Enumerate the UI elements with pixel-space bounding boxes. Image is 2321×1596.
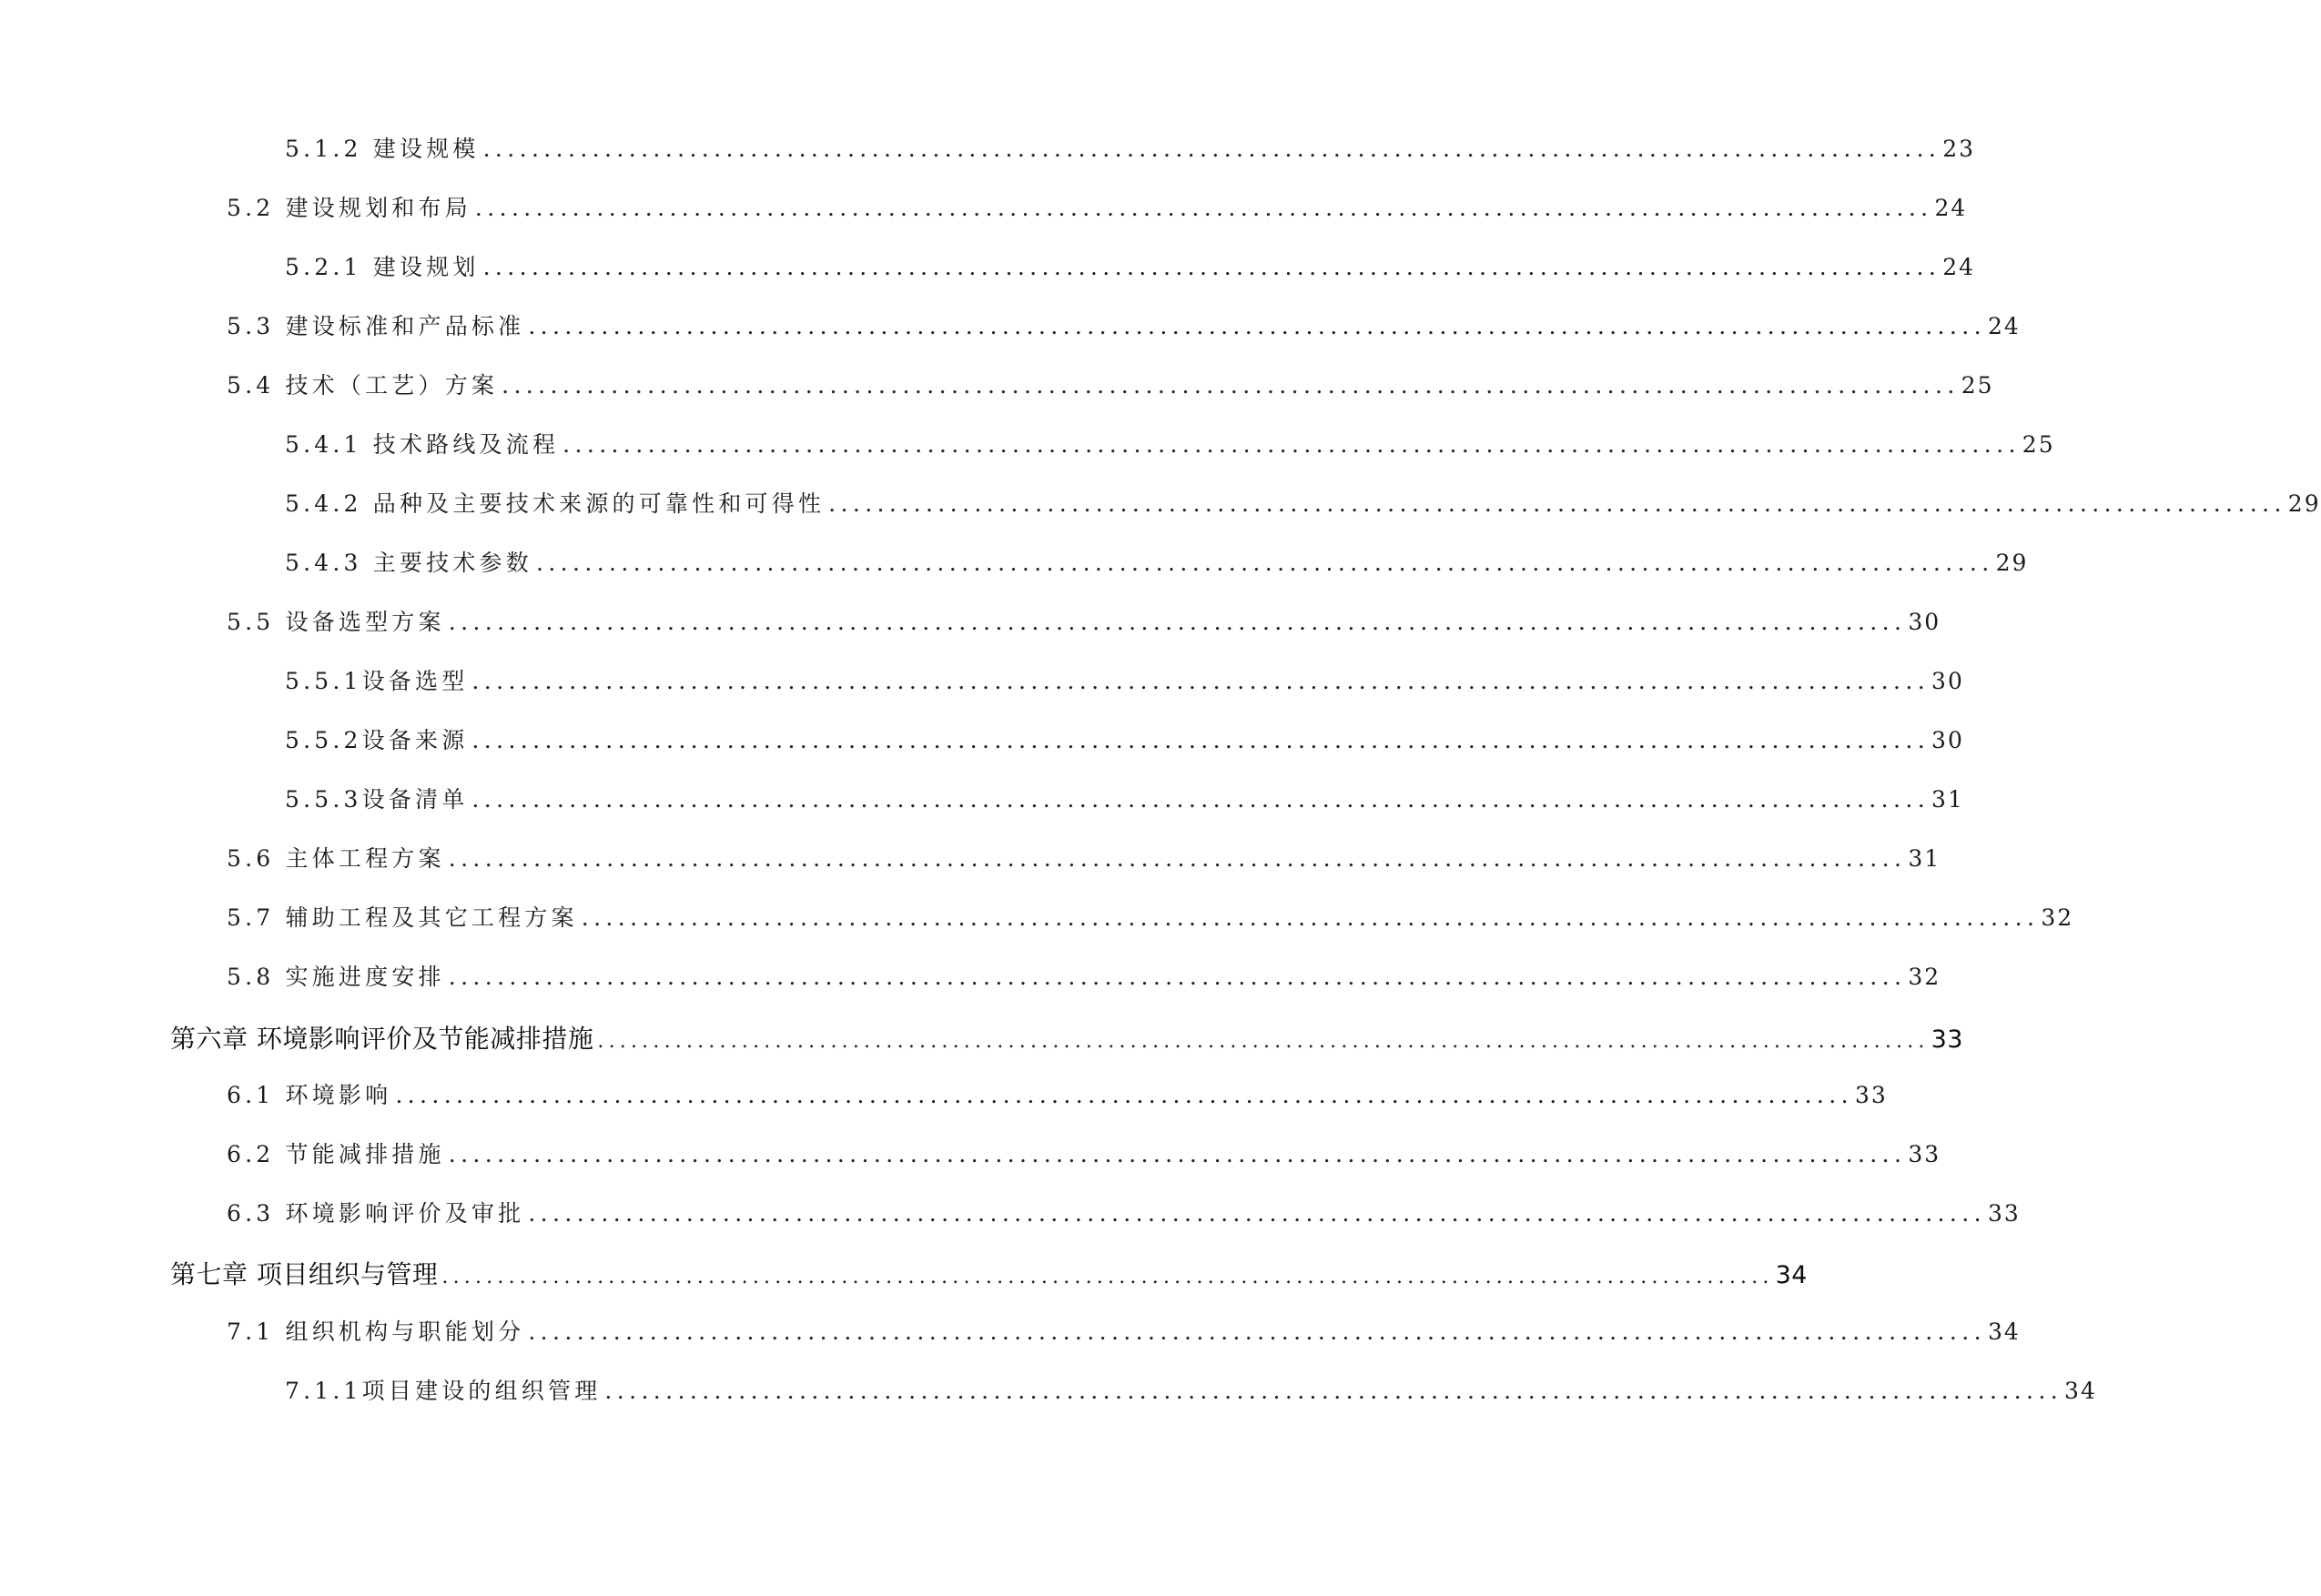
toc-entry-label: 5.4.2 品种及主要技术来源的可靠性和可得性: [285, 490, 826, 517]
toc-entry-page-number: 23: [1942, 136, 1975, 162]
toc-entry[interactable]: [227, 1314, 2021, 1350]
toc-entry-label: 5.4.3 主要技术参数: [285, 550, 532, 576]
toc-entry-label: 7.1 组织机构与职能划分: [227, 1318, 525, 1345]
toc-chapter-label: 第六章 环境影响评价及节能减排措施: [170, 1024, 594, 1054]
toc-entry-page-number: 34: [1987, 1318, 2021, 1345]
toc-entry[interactable]: [285, 249, 1975, 286]
toc-entry-page-number: 30: [1931, 727, 1964, 753]
toc-entry-page-number: 25: [1961, 372, 1994, 399]
toc-leader-dots: ........................................................................................................................: [482, 136, 1941, 162]
toc-entry-label: 5.5 设备选型方案: [227, 609, 445, 635]
toc-entry-label: 5.5.1设备选型: [285, 668, 469, 694]
toc-entry[interactable]: [285, 782, 1964, 818]
toc-entry-page-number: 24: [1934, 195, 1968, 221]
toc-entry-label: 5.4.1 技术路线及流程: [285, 431, 560, 458]
toc-entry[interactable]: [227, 1196, 2021, 1232]
toc-entry[interactable]: [227, 841, 1941, 877]
toc-entry-label: 7.1.1项目建设的组织管理: [285, 1378, 602, 1404]
toc-entry-page-number: 33: [1908, 1141, 1941, 1167]
toc-entry-page-number: 33: [1931, 1025, 1963, 1054]
toc-entry-label: 5.2.1 建设规划: [285, 254, 480, 280]
toc-leader-dots: ........................................................................................................................: [471, 668, 1931, 694]
toc-leader-dots: ........................................................................................................................: [471, 786, 1931, 813]
toc-entry-page-number: 29: [2287, 490, 2321, 517]
toc-entry[interactable]: [285, 1373, 2097, 1409]
toc-entry-label: 6.3 环境影响评价及审批: [227, 1200, 525, 1227]
toc-entry-label: 6.2 节能减排措施: [227, 1141, 445, 1167]
toc-entry-page-number: 33: [1854, 1082, 1888, 1108]
toc-entry[interactable]: [227, 1136, 1941, 1173]
toc-leader-dots: ........................................................................................................................: [395, 1082, 1853, 1108]
toc-entry-page-number: 34: [1775, 1261, 1808, 1289]
toc-entry-label: 5.2 建设规划和布局: [227, 195, 471, 221]
toc-entry[interactable]: [227, 368, 1994, 404]
toc-entry-page-number: 32: [2041, 904, 2074, 931]
toc-leader-dots: ........................................................................................................................: [528, 1200, 1986, 1227]
toc-entry-label: 5.5.3设备清单: [285, 786, 469, 813]
toc-leader-dots: ........................................................................................................................: [597, 1030, 1930, 1053]
toc-entry[interactable]: [285, 545, 2029, 581]
toc-entry-label: 5.8 实施进度安排: [227, 964, 445, 990]
toc-leader-dots: ........................................................................................................................: [535, 550, 1994, 576]
toc-entry[interactable]: [285, 486, 2321, 522]
toc-entry[interactable]: [227, 604, 1941, 641]
toc-chapter-entry[interactable]: [170, 1019, 1963, 1056]
toc-leader-dots: ........................................................................................................................: [563, 431, 2021, 458]
toc-entry-label: 6.1 环境影响: [227, 1082, 392, 1108]
toc-entry[interactable]: [227, 190, 1968, 227]
toc-leader-dots: ........................................................................................................................: [502, 372, 1960, 399]
toc-entry-page-number: 30: [1931, 668, 1964, 694]
toc-leader-dots: ........................................................................................................................: [474, 195, 1933, 221]
toc-entry[interactable]: [285, 427, 2055, 463]
toc-entry[interactable]: [227, 308, 2021, 345]
toc-leader-dots: ........................................................................................................................: [448, 1141, 1907, 1167]
toc-entry-page-number: 25: [2022, 431, 2055, 458]
toc-leader-dots: ........................................................................................................................: [471, 727, 1931, 753]
toc-entry-page-number: 33: [1987, 1200, 2021, 1227]
toc-leader-dots: ........................................................................................................................: [448, 845, 1907, 872]
toc-entry-page-number: 24: [1987, 313, 2021, 339]
toc-entry-label: 5.6 主体工程方案: [227, 845, 445, 872]
toc-chapter-label: 第七章 项目组织与管理: [170, 1259, 439, 1289]
toc-entry-label: 5.1.2 建设规模: [285, 136, 480, 162]
toc-entry-page-number: 30: [1908, 609, 1941, 635]
toc-leader-dots: ........................................................................................................................: [528, 1318, 1986, 1345]
toc-entry-page-number: 29: [1995, 550, 2029, 576]
toc-leader-dots: ........................................................................................................................: [528, 313, 1986, 339]
toc-entry-page-number: 32: [1908, 964, 1941, 990]
toc-entry-page-number: 24: [1942, 254, 1975, 280]
toc-leader-dots: ........................................................................................................................: [448, 609, 1907, 635]
toc-leader-dots: ........................................................................................................................: [441, 1266, 1774, 1288]
toc-entry-label: 5.5.2设备来源: [285, 727, 469, 753]
toc-entry[interactable]: [285, 722, 1964, 759]
toc-leader-dots: ........................................................................................................................: [581, 904, 2040, 931]
toc-chapter-entry[interactable]: [170, 1255, 1808, 1291]
toc-leader-dots: ........................................................................................................................: [604, 1378, 2063, 1404]
toc-entry[interactable]: [227, 959, 1941, 995]
toc-entry-label: 5.3 建设标准和产品标准: [227, 313, 525, 339]
toc-leader-dots: ........................................................................................................................: [828, 490, 2286, 517]
toc-entry-page-number: 31: [1931, 786, 1964, 813]
toc-entry[interactable]: [285, 131, 1975, 167]
toc-entry[interactable]: [227, 1077, 1888, 1114]
toc-entry-label: 5.4 技术（工艺）方案: [227, 372, 499, 399]
toc-entry-page-number: 31: [1908, 845, 1941, 872]
toc-leader-dots: ........................................................................................................................: [482, 254, 1941, 280]
toc-entry-label: 5.7 辅助工程及其它工程方案: [227, 904, 578, 931]
toc-entry[interactable]: [285, 663, 1964, 700]
toc-entry-page-number: 34: [2064, 1378, 2097, 1404]
toc-leader-dots: ........................................................................................................................: [448, 964, 1907, 990]
toc-entry[interactable]: [227, 900, 2074, 936]
